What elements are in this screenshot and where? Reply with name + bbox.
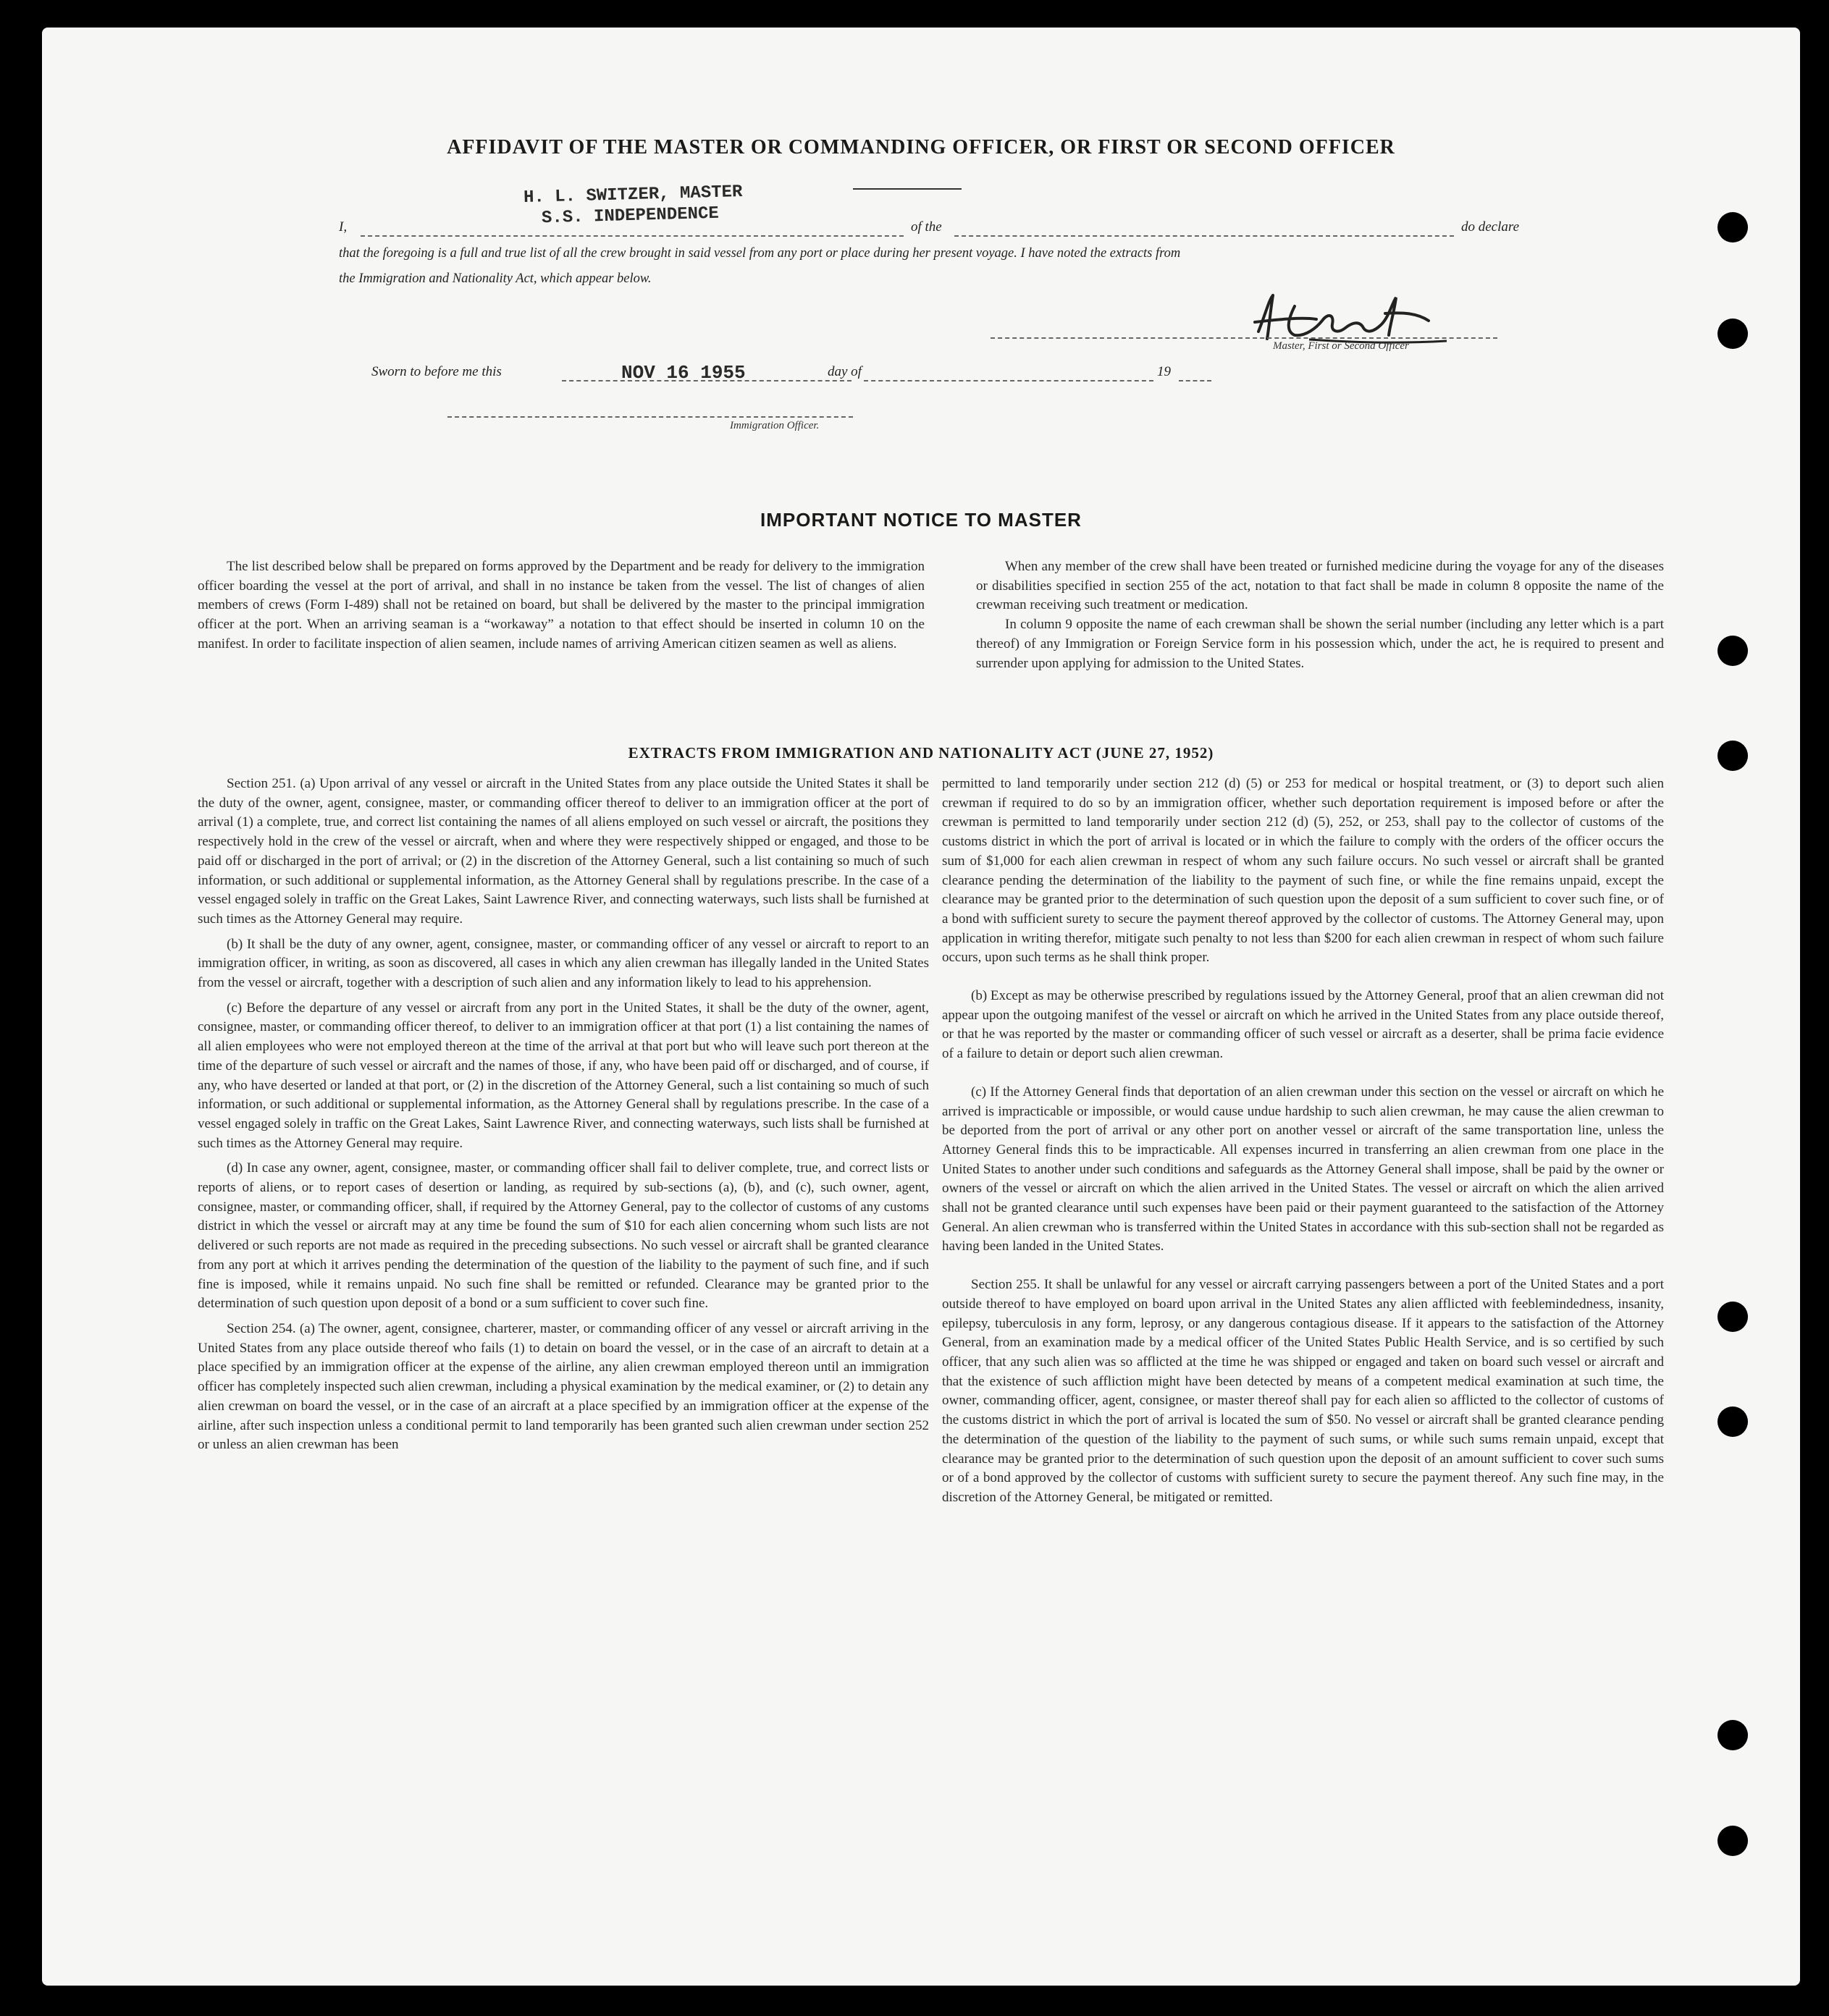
punch-hole: [1717, 1302, 1748, 1332]
extract-section-255: Section 255. It shall be unlawful for any vessel or aircraft carrying passengers between a port of the United States and a port outside thereof to have employed on board upon arrival in the United States any alien afflicted with feeblemindedness, insanity, epilepsy, tuberculosis in any form, leprosy, or any dangerous contagious disease. If it appears to the satisfaction of the Attorney General, from an examination made by a medical officer of the United States Public Health Service, and is so certified by such officer, that any such alien was so afflicted at the time he was shipped or engaged and taken on board such vessel or aircraft and that the existence of such affliction might have been detected by means of a competent medical examination at such time, the owner, commanding officer, agent, consignee, or master thereof shall pay for each alien so afflicted to the collector of customs of the customs district in which the port of arrival is located the sum of $50. No vessel or aircraft shall be granted clearance pending the determination of the question of the liability to the payment of such sums, or while such sums remain unpaid, except that clearance may be granted prior to the determination of such question upon the deposit of an amount sufficient to cover such sums or of a bond approved by the collector of customs with sufficient surety to secure the payment thereof. Any such fine may, in the discretion of the Attorney General, be mitigated or remitted.: [942, 1277, 1664, 1505]
extract-section-254b: (b) Except as may be otherwise prescribed by regulations issued by the Attorney General, proof that an alien crewman did not appear upon the outgoing manifest of the vessel or aircraft on which he arrived in the United States from any place outside thereof, or that he was reported by the master or commanding officer of such vessel or aircraft as a deserter, shall be prima facie evidence of a failure to detain or deport such alien crewman.: [942, 988, 1664, 1062]
punch-hole: [1717, 212, 1748, 242]
document-page: [42, 28, 1800, 1986]
title-rule: [853, 188, 962, 190]
extract-section-254a: Section 254. (a) The owner, agent, consignee, charterer, master, or commanding officer of any vessel or aircraft arriving in the United States from any place outside thereof who fails (1) to detain on board the vessel, or in the case of an aircraft to detain at a place specified by an immigration officer at the expense of the airline, any alien crewman employed thereon until an immigration officer has completely inspected such alien crewman, including a physical examination by the medical examiner, or (2) to detain any alien crewman on board the vessel, or in the case of an aircraft at a place specified by an immigration officer at the expense of the airline, after such inspection unless a conditional permit to land temporarily has been granted such alien crewman under section 252 or unless an alien crewman has been: [198, 1320, 929, 1453]
notice-right-paragraph-1: When any member of the crew shall have been treated or furnished medicine during the voyage for any of the diseases or disabilities specified in section 255 of the act, notation to that fact shall be made in column 8 opposite the name of the crewman receiving such treatment or medication.: [976, 559, 1664, 613]
notice-right-column: [976, 557, 1664, 679]
year-line: [1179, 380, 1211, 381]
typed-master-name: H. L. SWITZER, MASTER: [523, 182, 743, 208]
typed-vessel-name: S.S. INDEPENDENCE: [541, 203, 720, 229]
notice-left-paragraph: The list described below shall be prepared on forms approved by the Department and be ready for delivery to the immigration officer boarding the vessel at the port of arrival, and shall in no instance be taken from the vessel. The list of changes of alien members of crews (Form I-489) shall not be retained on board, but shall be delivered by the master to the principal immigration officer at the port. When an arriving seaman is a “workaway” a notation to that effect should be inserted in column 10 on the manifest. In order to facilitate inspection of alien seamen, include names of arriving American citizen seamen as well as aliens.: [198, 559, 925, 651]
notice-right-paragraph-2: In column 9 opposite the name of each crewman shall be shown the serial number (including any letter which is a part thereof) of any Immigration or Foreign Service form in his possession which, under the act, he is required to present and surrender upon applying for admission to the United States.: [976, 617, 1664, 671]
sworn-date-stamp: NOV 16 1955: [621, 362, 746, 384]
signature-caption: Master, First or Second Officer: [1273, 340, 1409, 352]
notice-left-column: [198, 557, 925, 660]
extract-section-251d: (d) In case any owner, agent, consignee, master, or commanding officer shall fail to deliver complete, true, and correct lists or reports of aliens, or to report cases of desertion or landing, as required by sub-sections (a), (b), and (c), such owner, agent, consignee, master, or commanding officer, shall, if required by the Attorney General, pay to the collector of customs of any customs district in which the vessel or aircraft may at any time be found the sum of $10 for each alien concerning whom such lists are not delivered or such reports are not made as required in the preceding subsections. No such vessel or aircraft shall be granted clearance from any port at which it arrives pending the determination of the question of the liability to the payment of such fine, and if such fine is imposed, while it remains unpaid. No such fine shall be remitted or refunded. Clearance may be granted prior to the determination of such question upon deposit of a bond or a sum sufficient to cover such fine.: [198, 1160, 929, 1312]
punch-hole: [1717, 1720, 1748, 1750]
name-line: [361, 235, 904, 237]
affidavit-title: AFFIDAVIT OF THE MASTER OR COMMANDING OFFICER, OR FIRST OR SECOND OFFICER: [447, 136, 1395, 159]
vessel-line: [954, 235, 1454, 237]
extracts-title: EXTRACTS FROM IMMIGRATION AND NATIONALITY ACT (JUNE 27, 1952): [628, 744, 1214, 762]
extract-section-251b: (b) It shall be the duty of any owner, agent, consignee, master, or commanding officer of any vessel or aircraft to report to an immigration officer, in writing, as soon as discovered, all cases in which any alien crewman has illegally landed in the United States from the vessel or aircraft, together with a description of such alien and any information likely to lead to his apprehension.: [198, 936, 929, 991]
extract-section-251c: (c) Before the departure of any vessel or aircraft from any port in the United States, it shall be the duty of the owner, agent, consignee, master, or commanding officer thereof, to deliver to an immigration officer at that port (1) a list containing the names of all alien employees who were not employed thereon at the time of the arrival at that port but who will leave such port thereon at the time of the departure of such vessel or aircraft and the names of those, if any, who have been paid off or discharged, and of course, if any, who have deserted or landed at that port, or (2) in the discretion of the Attorney General, such a list containing so much of such information, or such additional or supplemental information, as the Attorney General shall by regulations prescribe. In the case of a vessel engaged solely in traffic on the Great Lakes, Saint Lawrence River, and connecting waterways, such lists shall be furnished at such times as the Attorney General may require.: [198, 1000, 929, 1151]
month-line: [864, 380, 1153, 381]
signature-line: [991, 337, 1497, 339]
extracts-right-column: [942, 775, 1664, 1514]
officer-caption: Immigration Officer.: [730, 420, 820, 431]
year-label: 19: [1157, 364, 1171, 379]
sworn-label: Sworn to before me this: [371, 364, 502, 379]
punch-hole: [1717, 636, 1748, 666]
punch-hole: [1717, 1406, 1748, 1437]
punch-hole: [1717, 319, 1748, 349]
day-of-label: day of: [828, 364, 862, 379]
extracts-left-column: [198, 775, 929, 1461]
extract-section-254c: (c) If the Attorney General finds that deportation of an alien crewman under this section on the vessel or aircraft on which he arrived is impracticable or impossible, or would cause undue hardship to such alien crewman, he may cause the alien crewman to be deported from the port of arrival or any other port on another vessel or aircraft of the same transportation line, unless the Attorney General finds this to be impracticable. All expenses incurred in transferring an alien crewman from one place in the United States to another under such conditions and safeguards as the Attorney General shall impose, shall be paid by the owner or owners of the vessel or aircraft on which the alien arrived in the United States. The vessel or aircraft on which the alien arrived shall not be granted clearance until such expenses have been paid or their payment guaranteed to the satisfaction of the Attorney General. An alien crewman who is transferred within the United States in accordance with this sub-section shall not be regarded as having been landed in the United States.: [942, 1084, 1664, 1254]
do-declare-label: do declare: [1461, 219, 1520, 235]
punch-hole: [1717, 1826, 1748, 1856]
extract-section-254a-cont: permitted to land temporarily under section 212 (d) (5) or 253 for medical or hospital treatment, or (3) to deport such alien crewman if required to do so by an immigration officer, whether such deportation requirement is imposed before or after the crewman is permitted to land temporarily under section 212 (d) (5), 252, or 253, shall pay to the collector of customs of the customs district in which the port of arrival is located or in which the failure to comply with the orders of the officer occurs the sum of $1,000 for each alien crewman in respect of whom any such failure occurs. No such vessel or aircraft shall be granted clearance pending the determination of the liability to the payment of such fine, or while the fine remains unpaid, except the clearance may be granted prior to the determination of such question upon the deposit of a sum sufficient to cover such fine, or of a bond with sufficient surety to secure the payment thereof approved by the collector of customs. The Attorney General may, upon application in writing therefor, mitigate such penalty to not less than $200 for each alien crewman in respect of whom such failure occurs, upon such terms as he shall think proper.: [942, 776, 1664, 966]
statement-line-2: the Immigration and Nationality Act, which appear below.: [339, 271, 652, 286]
of-the-label: of the: [911, 219, 942, 235]
statement-line-1: that the foregoing is a full and true list of all the crew brought in said vessel from any port or place during her present voyage. I have noted the extracts from: [339, 246, 1181, 261]
declare-i-label: I,: [339, 219, 348, 235]
notice-title: IMPORTANT NOTICE TO MASTER: [760, 509, 1082, 531]
extract-section-251a: Section 251. (a) Upon arrival of any vessel or aircraft in the United States from any place outside the United States it shall be the duty of the owner, agent, consignee, master, or commanding officer thereof to deliver to an immigration officer at the port of arrival (1) a complete, true, and correct list containing the names of all aliens employed on such vessel or aircraft, the positions they respectively hold in the crew of the vessel or aircraft, when and where they were respectively shipped or engaged, and those to be paid off or discharged in the port of arrival; or (2) in the discretion of the Attorney General, such a list containing so much of such information, or such additional or supplemental information, as the Attorney General shall by regulations prescribe. In the case of a vessel engaged solely in traffic on the Great Lakes, Saint Lawrence River, and connecting waterways, such lists shall be furnished at such times as the Attorney General may require.: [198, 776, 929, 927]
officer-signature-line: [447, 416, 853, 418]
